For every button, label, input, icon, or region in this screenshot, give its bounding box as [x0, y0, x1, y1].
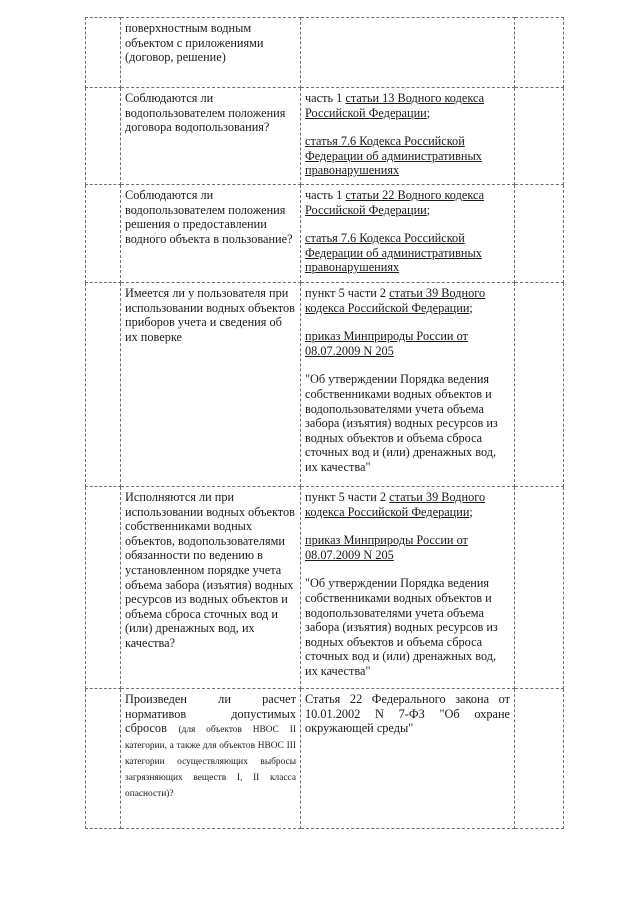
table-row [86, 88, 564, 185]
question-cell [121, 487, 301, 689]
reference-suffix: ; [426, 202, 431, 217]
reference-paragraph: Статья 22 Федерального закона от 10.01.2002 N 7-ФЗ "Об охране окружающей среды" [305, 692, 510, 736]
reference-link[interactable]: статьи 39 Водного кодекса Российской Федерации [305, 286, 486, 315]
reference-link[interactable]: статьи 13 Водного кодекса Российской Федерации [305, 91, 485, 120]
reference-cell [301, 487, 515, 689]
reference-link[interactable]: приказ Минприроды России от 08.07.2009 N 205 [305, 329, 468, 358]
reference-paragraph [305, 490, 510, 519]
question-cell [121, 18, 301, 88]
reference-link[interactable]: приказ Минприроды России от 08.07.2009 N 205 [305, 533, 468, 562]
answer-cell[interactable] [515, 689, 564, 829]
row-number-cell [86, 689, 121, 829]
reference-paragraph [305, 188, 510, 217]
row-number-cell [86, 88, 121, 185]
table-row [86, 689, 564, 829]
table-row [86, 487, 564, 689]
reference-paragraph [305, 286, 510, 315]
reference-suffix: ; [426, 105, 431, 120]
question-text: Соблюдаются ли водопользователем положения договора водопользования? [125, 91, 286, 135]
reference-paragraph [305, 231, 510, 275]
answer-cell[interactable] [515, 185, 564, 283]
reference-paragraph [305, 91, 510, 120]
row-number-cell [86, 185, 121, 283]
reference-cell [301, 283, 515, 487]
question-text: Исполняются ли при использовании водных объектов собственниками водных объектов, водопользователями обязанности по ведению в установленном порядке учета объема забора (изъятия) водных ресурсов из водных объектов и объема сброса сточных вод и (или) дренажных вод, их качества? [125, 490, 295, 650]
question-cell [121, 283, 301, 487]
reference-link[interactable]: статья 7.6 Кодекса Российской Федерации об административных правонарушениях [305, 231, 482, 275]
reference-cell [301, 185, 515, 283]
question-main-text: Произведен ли расчет нормативов допустимых сбросов [125, 692, 296, 736]
question-note-text: (для объектов НВОС II категории, а также для объектов НВОС III категории осуществляющих выбросы загрязняющих веществ I, II класса опасности)? [125, 725, 296, 800]
question-cell [121, 689, 301, 829]
reference-link[interactable]: статьи 22 Водного кодекса Российской Федерации [305, 188, 485, 217]
question-cell [121, 185, 301, 283]
reference-paragraph: "Об утверждении Порядка ведения собственниками водных объектов и водопользователями учета объема забора (изъятия) водных ресурсов из водных объектов и объема сброса сточных вод и (или) дренажных вод, их качества" [305, 576, 498, 678]
answer-cell[interactable] [515, 283, 564, 487]
reference-paragraph: "Об утверждении Порядка ведения собственниками водных объектов и водопользователями учета объема забора (изъятия) водных ресурсов из водных объектов и объема сброса сточных вод и (или) дренажных вод, их качества" [305, 372, 498, 474]
question-text [125, 692, 296, 801]
reference-prefix: часть 1 [305, 188, 346, 202]
reference-cell [301, 689, 515, 829]
answer-cell[interactable] [515, 487, 564, 689]
reference-prefix: часть 1 [305, 91, 346, 105]
reference-link[interactable]: статья 7.6 Кодекса Российской Федерации об административных правонарушениях [305, 134, 482, 178]
question-text: поверхностным водным объектом с приложениями (договор, решение) [125, 21, 264, 65]
reference-cell [301, 18, 515, 88]
answer-cell[interactable] [515, 18, 564, 88]
question-text: Соблюдаются ли водопользователем положения решения о предоставлении водного объекта в пользование? [125, 188, 293, 246]
reference-suffix: ; [469, 300, 473, 315]
reference-paragraph [305, 533, 510, 562]
question-cell [121, 88, 301, 185]
requirements-table [85, 17, 564, 829]
answer-cell[interactable] [515, 88, 564, 185]
row-number-cell [86, 487, 121, 689]
table-row [86, 283, 564, 487]
reference-paragraph [305, 134, 510, 178]
reference-prefix: пункт 5 части 2 [305, 490, 390, 504]
reference-cell [301, 88, 515, 185]
reference-prefix: пункт 5 части 2 [305, 286, 390, 300]
table-row [86, 185, 564, 283]
reference-link[interactable]: статьи 39 Водного кодекса Российской Федерации [305, 490, 486, 519]
table-row [86, 18, 564, 88]
question-text: Имеется ли у пользователя при использовании водных объектов приборов учета и сведения об их поверке [125, 286, 295, 344]
row-number-cell [86, 18, 121, 88]
row-number-cell [86, 283, 121, 487]
reference-suffix: ; [469, 504, 473, 519]
reference-paragraph [305, 329, 510, 358]
